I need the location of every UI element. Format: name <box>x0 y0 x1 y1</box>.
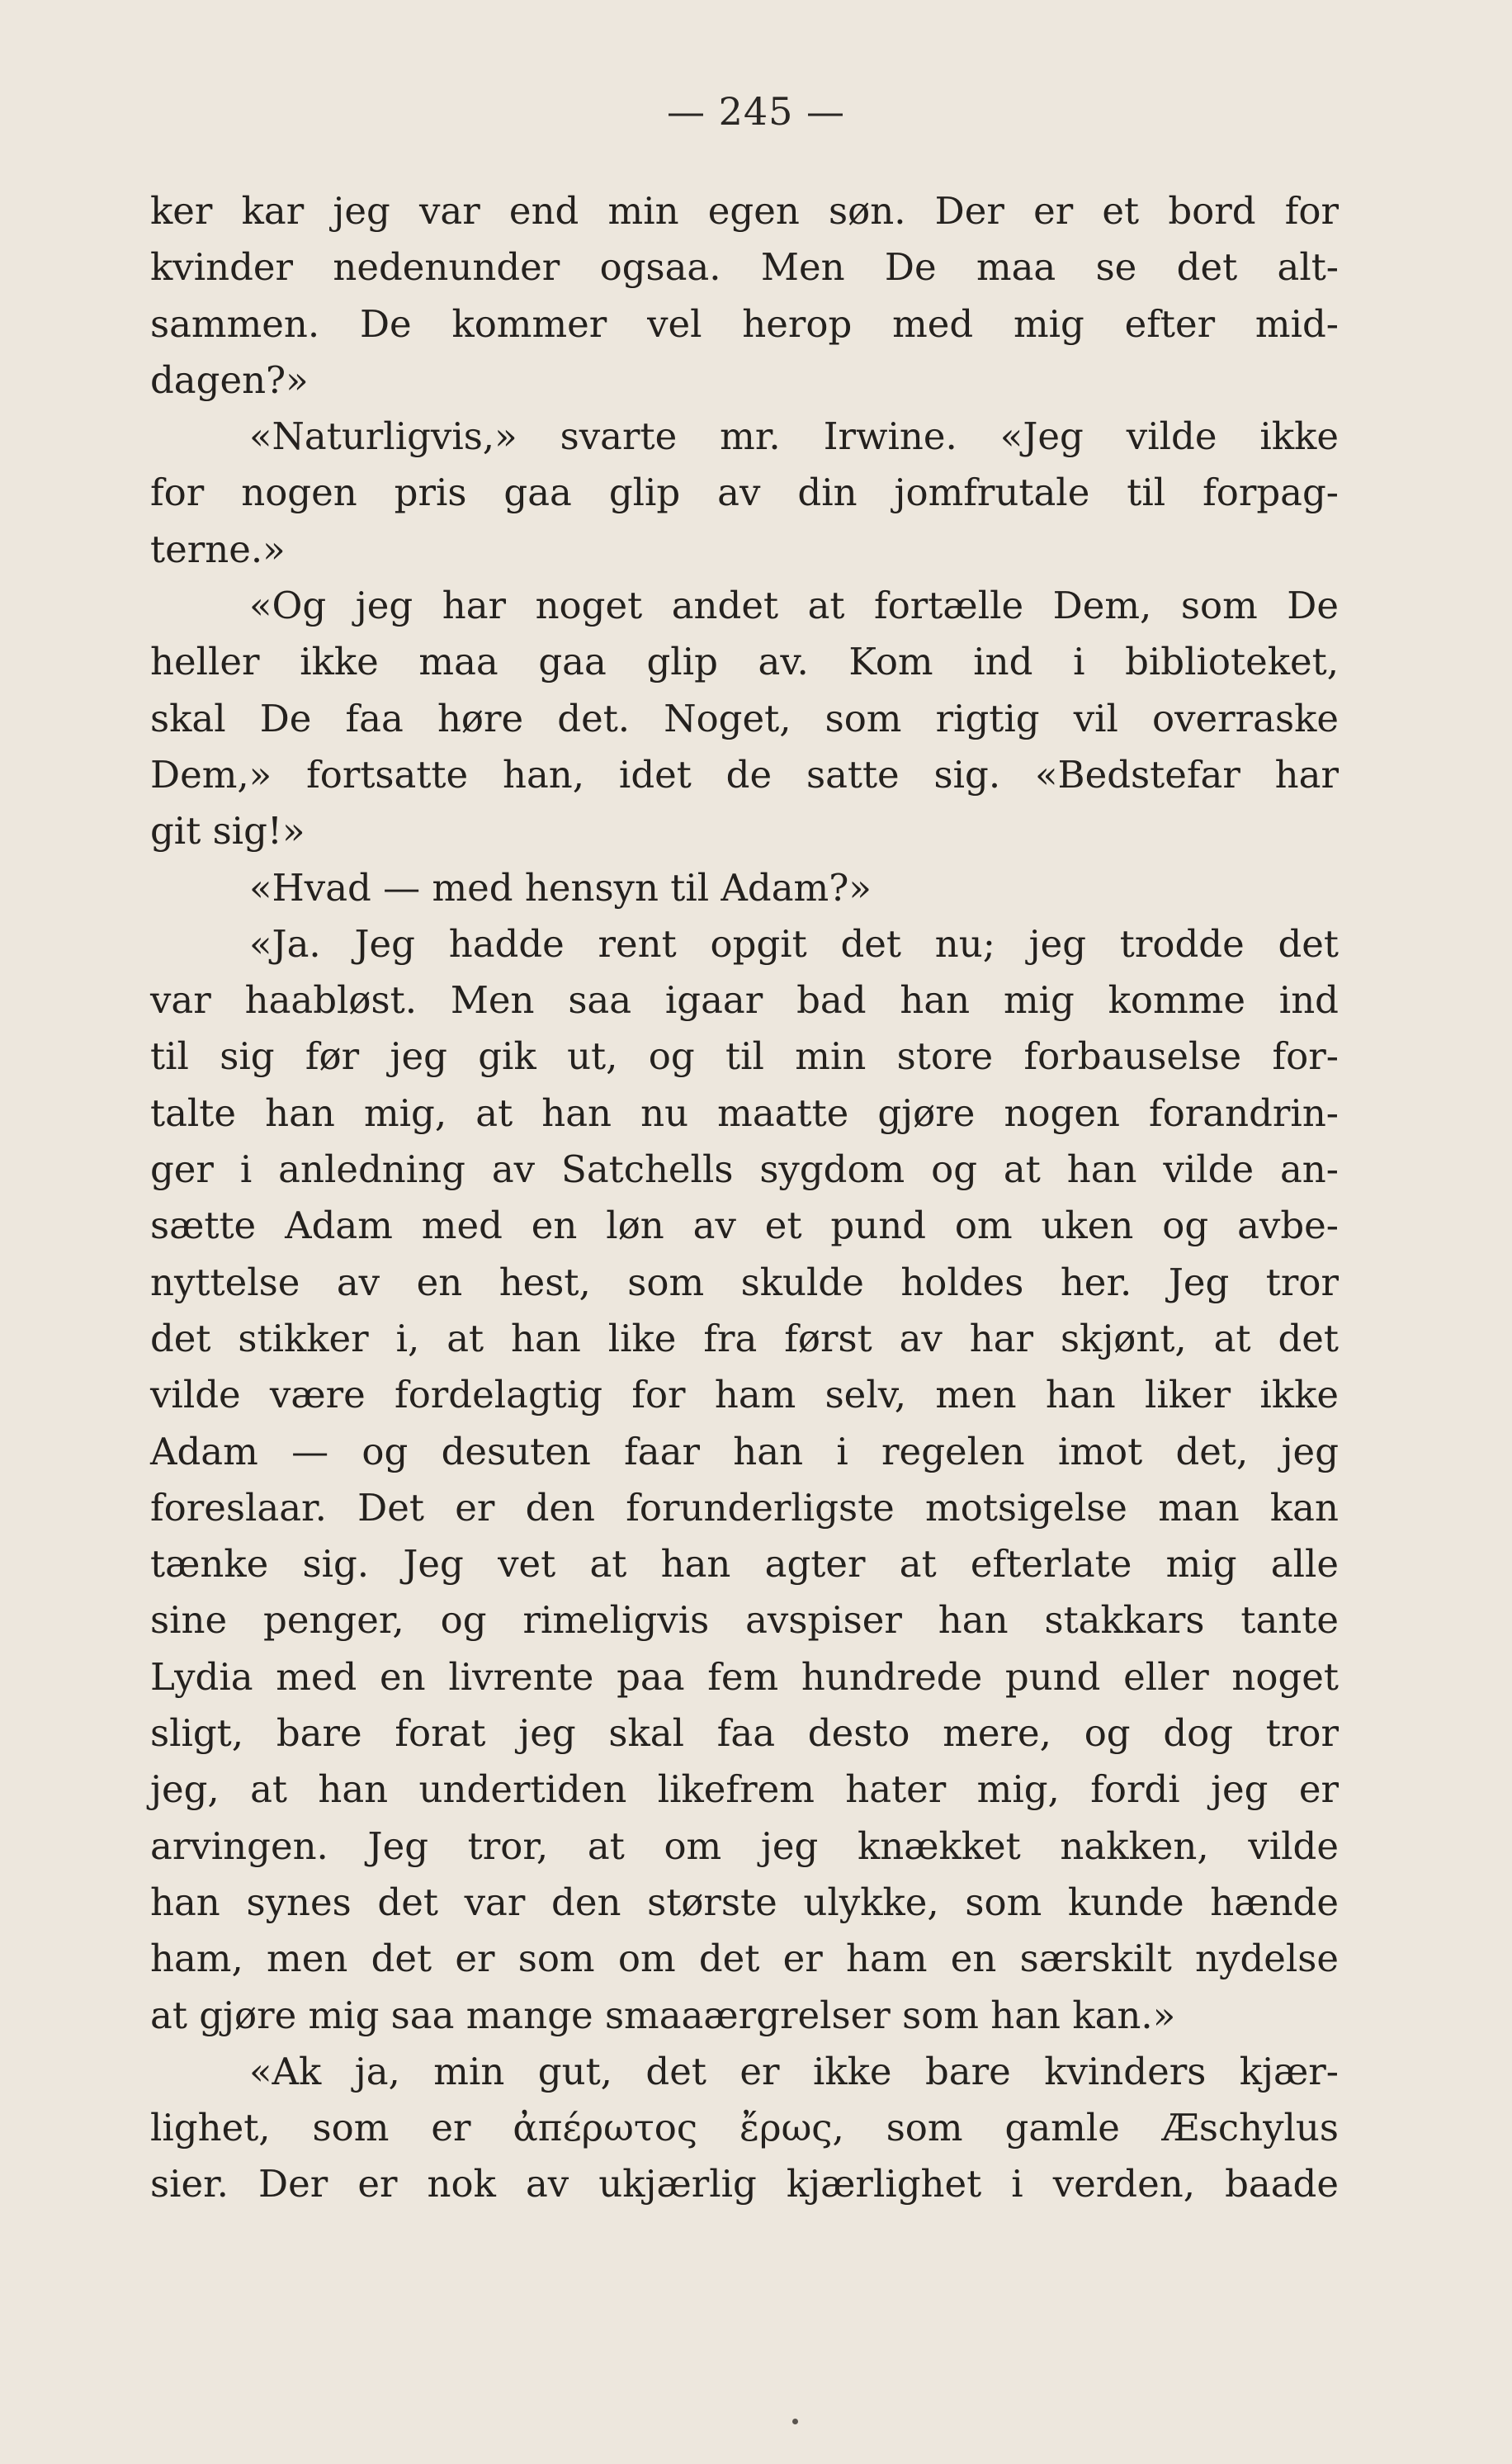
text-line: at gjøre mig saa mange smaaærgrelser som han kan.» <box>150 1993 1176 2037</box>
text-line: var haabløst. Men saa igaar bad han mig komme ind <box>150 978 1339 1023</box>
page-number: — 245 — <box>666 89 846 134</box>
text-line: sammen. De kommer vel herop med mig efter mid- <box>150 301 1339 346</box>
text-line: git sig!» <box>150 809 305 854</box>
text-line: det stikker i, at han like fra først av har skjønt, at det <box>150 1316 1339 1360</box>
text-line: for nogen pris gaa glip av din jomfrutale til forpag- <box>150 471 1339 515</box>
text-line: kvinder nedenunder ogsaa. Men De maa se det alt- <box>150 245 1339 290</box>
text-line: han synes det var den største ulykke, som kunde hænde <box>150 1880 1339 1924</box>
text-line: talte han mig, at han nu maatte gjøre nogen forandrin- <box>150 1090 1339 1135</box>
body-text <box>150 183 1339 2213</box>
text-line: lighet, som er ἀπέρωτος ἔρως, som gamle Æschylus <box>150 2106 1339 2150</box>
text-line: «Ak ja, min gut, det er ikke bare kvinders kjær- <box>249 2049 1339 2093</box>
text-line: arvingen. Jeg tror, at om jeg knækket nakken, vilde <box>150 1823 1339 1868</box>
text-line: «Og jeg har noget andet at fortælle Dem, som De <box>249 584 1339 628</box>
text-line: «Hvad — med hensyn til Adam?» <box>249 865 872 910</box>
text-line: ker kar jeg var end min egen søn. Der er et bord for <box>150 189 1339 233</box>
text-line: sine penger, og rimeligvis avspiser han stakkars tante <box>150 1598 1339 1643</box>
text-line: skal De faa høre det. Noget, som rigtig vil overraske <box>150 696 1339 740</box>
print-speck <box>792 2419 798 2424</box>
text-line: nyttelse av en hest, som skulde holdes her. Jeg tror <box>150 1260 1339 1304</box>
text-line: Dem,» fortsatte han, idet de satte sig. «Bedstefar har <box>150 752 1339 797</box>
text-line: ger i anledning av Satchells sygdom og at han vilde an- <box>150 1147 1339 1192</box>
text-line: ham, men det er som om det er ham en særskilt nydelse <box>150 1937 1339 1981</box>
text-line: Lydia med en livrente paa fem hundrede pund eller noget <box>150 1654 1339 1699</box>
text-line: «Ja. Jeg hadde rent opgit det nu; jeg trodde det <box>249 921 1339 966</box>
text-line: foreslaar. Det er den forunderligste motsigelse man kan <box>150 1485 1339 1530</box>
text-line: tænke sig. Jeg vet at han agter at efterlate mig alle <box>150 1542 1339 1587</box>
text-line: sligt, bare forat jeg skal faa desto mere, og dog tror <box>150 1711 1339 1756</box>
text-line: heller ikke maa gaa glip av. Kom ind i biblioteket, <box>150 640 1339 684</box>
text-line: dagen?» <box>150 357 309 402</box>
text-line: terne.» <box>150 527 286 571</box>
text-line: til sig før jeg gik ut, og til min store forbauselse for- <box>150 1034 1339 1079</box>
text-line: jeg, at han undertiden likefrem hater mig, fordi jeg er <box>150 1767 1339 1812</box>
text-line: «Naturligvis,» svarte mr. Irwine. «Jeg vilde ikke <box>249 414 1339 459</box>
text-line: sætte Adam med en løn av et pund om uken og avbe- <box>150 1204 1339 1248</box>
text-line: Adam — og desuten faar han i regelen imot det, jeg <box>150 1429 1339 1473</box>
text-line: sier. Der er nok av ukjærlig kjærlighet i verden, baade <box>150 2162 1339 2206</box>
text-line: vilde være fordelagtig for ham selv, men han liker ikke <box>150 1373 1339 1417</box>
